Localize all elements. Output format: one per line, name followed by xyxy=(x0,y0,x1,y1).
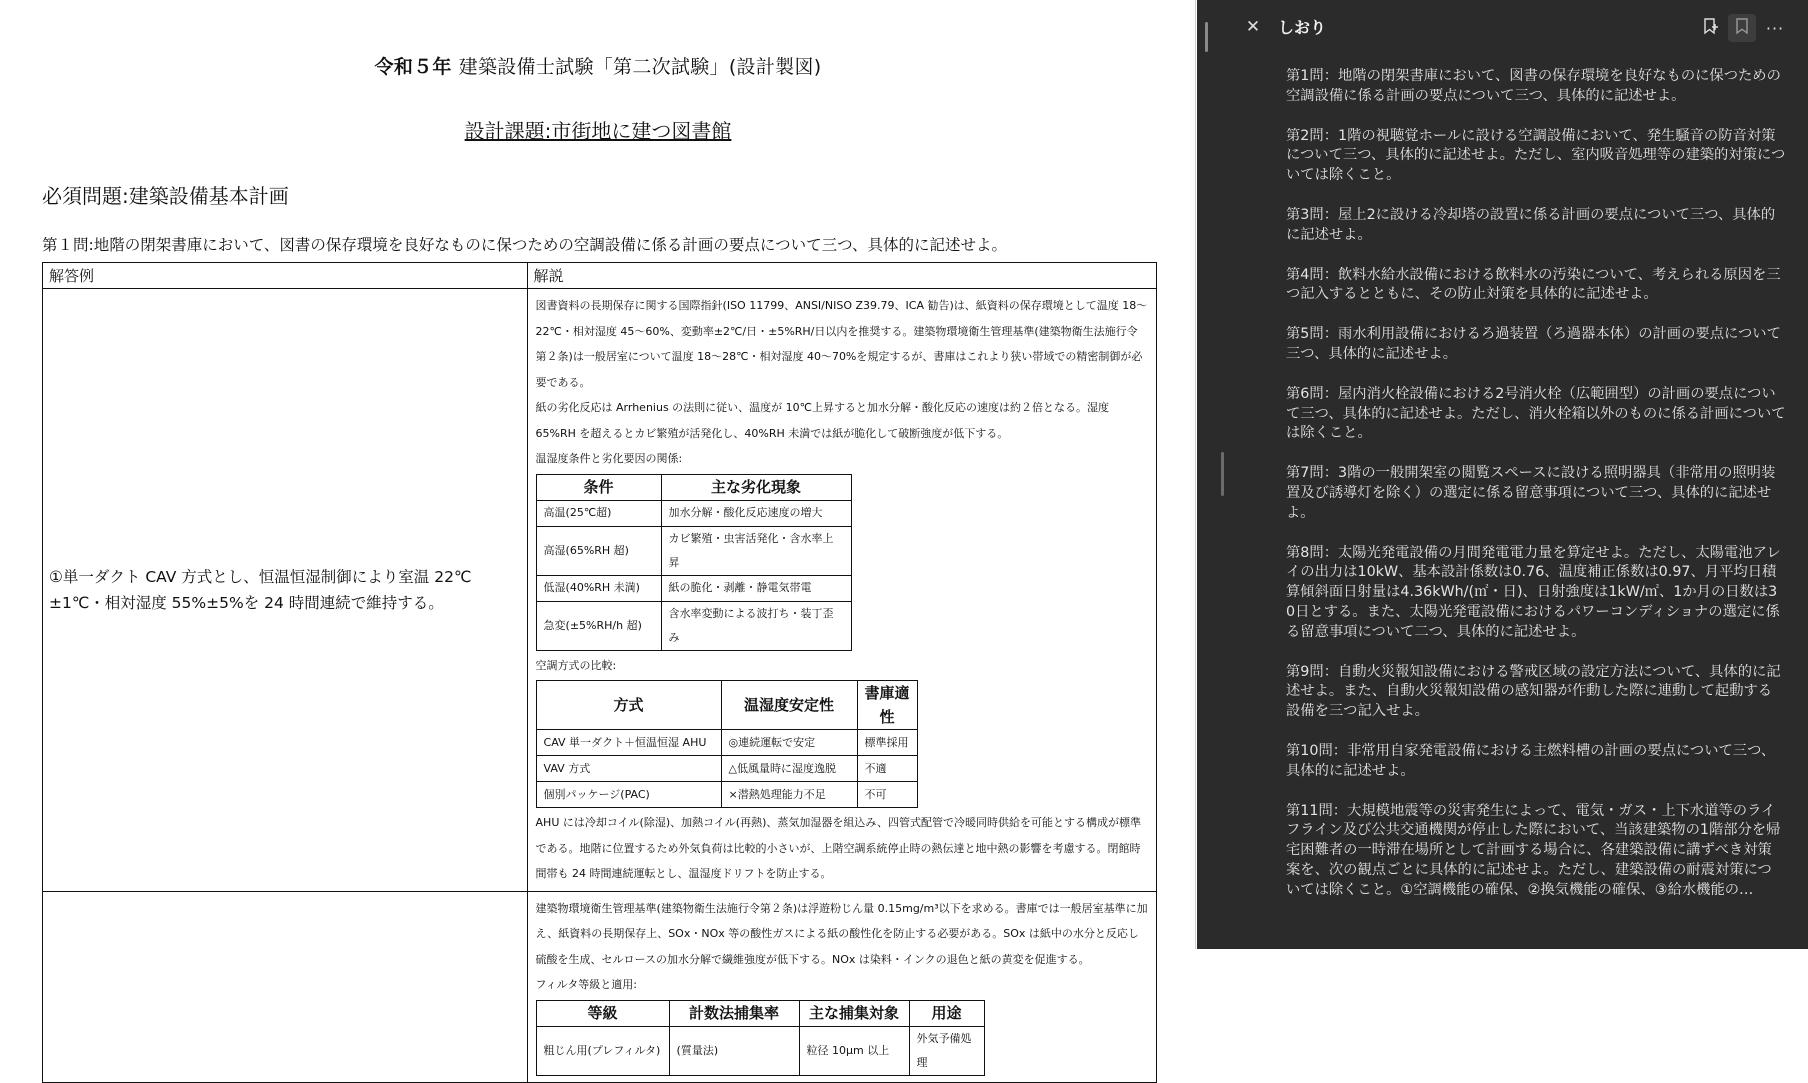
table-cell: △低風量時に湿度逸脱 xyxy=(721,756,857,782)
table-row xyxy=(536,730,917,756)
bookmark-item[interactable]: 第11問：大規模地震等の災害発生によって、電気・ガス・上下水道等のライフライン及び公共交通機関が停止した際において、当該建築物の1階部分を帰宅困難者の一時滞在場所として計画する場合に、各建築設備に講ずべき対策案を、次の観点ごとに具体的に記述せよ。ただし、建築設備の耐震対策については除くこと。①空調機能の確保、②換気機能の確保、③給水機能の… xyxy=(1286,802,1781,898)
table-cell: 粒径 10μm 以上 xyxy=(799,1026,909,1075)
table-header-cell: 用途 xyxy=(909,1000,984,1026)
table-cell: 粗じん用(プレフィルタ) xyxy=(536,1026,669,1075)
table-header-cell: 主な捕集対象 xyxy=(799,1000,909,1026)
title-year: 令和５年 xyxy=(374,56,452,78)
table-row xyxy=(536,756,917,782)
bookmarks-pane-header xyxy=(1216,0,1808,54)
table-cell: 外気予備処理 xyxy=(909,1026,984,1075)
document-subtitle: 設計課題:市街地に建つ図書館 xyxy=(464,119,732,143)
table-header-cell: 温湿度安定性 xyxy=(721,681,857,730)
table-cell: (質量法) xyxy=(669,1026,799,1075)
bookmark-item[interactable]: 第5問：雨水利用設備におけるろ過装置（ろ過器本体）の計画の要点について三つ、具体的に記述せよ。 xyxy=(1286,326,1781,362)
table-cell: CAV 単一ダクト＋恒温恒湿 AHU xyxy=(536,730,721,756)
more-icon: ··· xyxy=(1765,18,1785,38)
more-options-button[interactable] xyxy=(1761,14,1789,42)
pane-resize-handle[interactable] xyxy=(1221,452,1224,496)
pane-title: しおり xyxy=(1278,18,1327,37)
bookmark-list xyxy=(1286,67,1786,921)
bookmark-item[interactable]: 第4問：飲料水給水設備における飲料水の汚染について、考えられる原因を三つ記入するとともに、その防止対策を具体的に記述せよ。 xyxy=(1286,266,1781,303)
table-cell: 高温(25℃超) xyxy=(536,500,661,526)
bookmark-item[interactable]: 第6問：屋内消火栓設備における2号消火栓（広範囲型）の計画の要点について三つ、具体的に記述せよ。ただし、消火栓箱以外のものに係る計画については除くこと。 xyxy=(1286,385,1786,442)
explanation-paragraph: 紙の劣化反応は Arrhenius の法則に従い、温度が 10℃上昇すると加水分解・酸化反応の速度は約２倍となる。湿度 65%RH を超えるとカビ繁殖が活発化し、40%RH 未満では紙が脆化して破断強度が低下する。 xyxy=(535,401,1110,440)
table-cell: カビ繁殖・虫害活発化・含水率上昇 xyxy=(661,526,851,575)
table-caption: 空調方式の比較: xyxy=(535,658,617,672)
table-row xyxy=(536,575,851,601)
table-caption: 温湿度条件と劣化要因の関係: xyxy=(535,452,683,465)
bookmark-icon xyxy=(1733,17,1751,39)
header-answer: 解答例 xyxy=(43,263,528,289)
table-cell: 不適 xyxy=(857,756,917,782)
table-cell: ×潜熱処理能力不足 xyxy=(721,782,857,808)
document-title xyxy=(0,52,1196,79)
bookmark-view-button[interactable] xyxy=(1728,14,1756,42)
table-header-cell: 方式 xyxy=(536,681,721,730)
table-header-cell: 書庫適性 xyxy=(857,681,917,730)
explanation-cell-2 xyxy=(527,891,1156,1082)
header-explanation: 解説 xyxy=(527,263,1156,289)
table-row xyxy=(536,782,917,808)
section-heading: 必須問題:建築設備基本計画 xyxy=(42,184,289,208)
scroll-strip xyxy=(1197,0,1216,949)
vertical-scrollbar-thumb[interactable] xyxy=(1205,22,1208,52)
table-cell: 紙の脆化・剥離・静電気帯電 xyxy=(661,575,851,601)
table-cell: 急変(±5%RH/h 超) xyxy=(536,601,661,650)
filter-grade-table xyxy=(536,1000,985,1076)
table-row xyxy=(536,1026,984,1075)
bookmark-add-icon xyxy=(1701,17,1719,39)
answer-row-2 xyxy=(43,891,1157,1082)
table-header-cell: 主な劣化現象 xyxy=(661,474,851,500)
explanation-paragraph: 図書資料の長期保存に関する国際指針(ISO 11799、ANSI/NISO Z39.79、ICA 勧告)は、紙資料の保存環境として温度 18～22℃・相対湿度 45～60%、変動率±2℃/日・±5%RH/日以内を推奨する。建築物環境衛生管理基準(建築物衛生法施行令第２条)は一般居室について温度 18～28℃・相対湿度 40～70%を規定するが、書庫はこれより狭い帯域での精密制御が必要である。 xyxy=(535,299,1148,389)
table-cell: 高湿(65%RH 超) xyxy=(536,526,661,575)
bookmark-item[interactable]: 第1問：地階の閉架書庫において、図書の保存環境を良好なものに保つための空調設備に係る計画の要点について三つ、具体的に記述せよ。 xyxy=(1286,68,1781,104)
answer-table-header xyxy=(43,263,1157,289)
explanation-cell-1 xyxy=(527,289,1156,892)
answer-row-1 xyxy=(43,289,1157,892)
table-cell: 個別パッケージ(PAC) xyxy=(536,782,721,808)
explanation-paragraph: AHU には冷却コイル(除湿)、加熱コイル(再熱)、蒸気加湿器を組込み、四管式配管で冷暖同時供給を可能とする構成が標準である。地階に位置するため外気負荷は比較的小さいが、上階空調系統停止時の熱伝達と地中熱の影響を考慮する。閉館時間帯も 24 時間連続運転とし、温湿度ドリフトを防止する。 xyxy=(535,816,1142,880)
bookmark-item[interactable]: 第9問：自動火災報知設備における警戒区域の設定方法について、具体的に記述せよ。また、自動火災報知設備の感知器が作動した際に連動して起動する設備を三つ記入せよ。 xyxy=(1286,663,1781,720)
table-cell: ◎連続運転で安定 xyxy=(721,730,857,756)
table-row xyxy=(536,526,851,575)
table-cell: VAV 方式 xyxy=(536,756,721,782)
table-cell: 不可 xyxy=(857,782,917,808)
bookmark-item[interactable]: 第3問：屋上2に設ける冷却塔の設置に係る計画の要点について三つ、具体的に記述せよ。 xyxy=(1286,206,1776,243)
table-cell: 含水率変動による波打ち・装丁歪み xyxy=(661,601,851,650)
title-exam-name: 建築設備士試験「第二次試験」(設計製図) xyxy=(458,56,822,78)
answer-table xyxy=(42,262,1157,1083)
table-header-cell: 計数法捕集率 xyxy=(669,1000,799,1026)
explanation-paragraph: 建築物環境衛生管理基準(建築物衛生法施行令第２条)は浮遊粉じん量 0.15mg/m³以下を求める。書庫では一般居室基準に加え、紙資料の長期保存上、SOx・NOx 等の酸性ガスによる紙の酸性化を防止する必要がある。SOx は紙中の水分と反応し硫酸を生成、セルロースの加水分解で繊維強度が低下する。NOx は染料・インクの退色と紙の黄変を促進する。 xyxy=(535,901,1148,966)
system-comparison-table xyxy=(536,680,918,808)
table-header-cell: 等級 xyxy=(536,1000,669,1026)
degradation-table xyxy=(536,474,852,651)
close-icon: ✕ xyxy=(1245,17,1261,37)
question-text: 第１問:地階の閉架書庫において、図書の保存環境を良好なものに保つための空調設備に係る計画の要点について三つ、具体的に記述せよ。 xyxy=(42,236,1007,254)
bookmarks-pane xyxy=(1216,0,1808,949)
table-cell: 加水分解・酸化反応速度の増大 xyxy=(661,500,851,526)
table-row xyxy=(536,601,851,650)
bookmark-item[interactable]: 第2問：1階の視聴覚ホールに設ける空調設備において、発生騒音の防音対策について三つ、具体的に記述せよ。ただし、室内吸音処理等の建築的対策については除くこと。 xyxy=(1286,127,1786,184)
answer-cell-1: ①単一ダクト CAV 方式とし、恒温恒湿制御により室温 22℃±1℃・相対湿度 55%±5%を 24 時間連続で維持する。 xyxy=(43,289,528,892)
close-pane-button[interactable] xyxy=(1240,14,1266,40)
table-header-cell: 条件 xyxy=(536,474,661,500)
table-row xyxy=(536,500,851,526)
answer-cell-2 xyxy=(43,891,528,1082)
table-cell: 標準採用 xyxy=(857,730,917,756)
bookmark-item[interactable]: 第7問：3階の一般開架室の閲覧スペースに設ける照明器具（非常用の照明装置及び誘導灯を除く）の選定に係る留意事項について三つ、具体的に記述せよ。 xyxy=(1286,465,1776,521)
bookmark-item[interactable]: 第8問：太陽光発電設備の月間発電電力量を算定せよ。ただし、太陽電池アレイの出力は10kW、基本設計係数は0.76、温度補正係数は0.97、月平均日積算傾斜面日射量は4.36kWh/(㎡・日)、日射強度は1kW/㎡、1か月の日数は30日とする。また、太陽光発電設備におけるパワーコンディショナの選定に係る留意事項について二つ、具体的に記述せよ。 xyxy=(1286,544,1781,640)
add-bookmark-button[interactable] xyxy=(1696,14,1724,42)
table-caption: フィルタ等級と適用: xyxy=(535,978,637,991)
table-cell: 低湿(40%RH 未満) xyxy=(536,575,661,601)
bookmark-item[interactable]: 第10問：非常用自家発電設備における主燃料槽の計画の要点について三つ、具体的に記述せよ。 xyxy=(1286,742,1776,779)
